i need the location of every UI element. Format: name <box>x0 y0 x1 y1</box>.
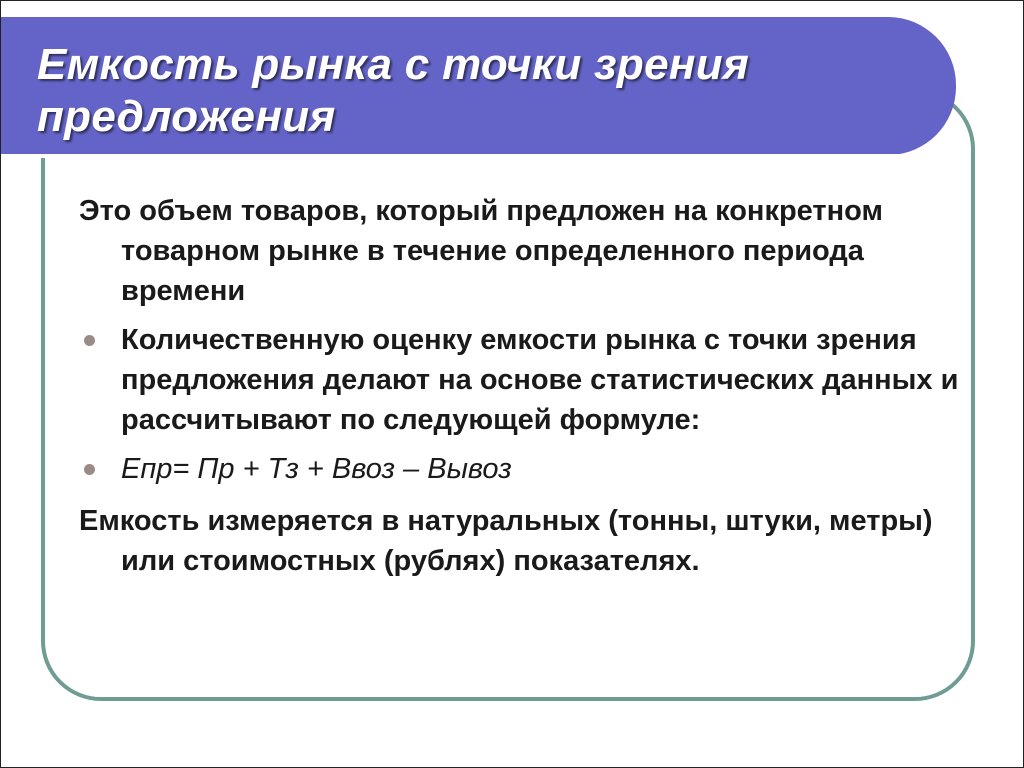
slide-title: Емкость рынка с точки зрения предложения <box>37 40 750 141</box>
definition-paragraph: Это объем товаров, который предложен на конкретном товарном рынке в течение определенного периода времени <box>79 195 883 307</box>
bullet-item <box>79 320 959 440</box>
title-bar <box>1 17 956 155</box>
title-underline <box>1 154 906 158</box>
slide-body <box>79 191 959 590</box>
measurement-paragraph: Емкость измеряется в натуральных (тонны, штуки, метры) или стоимостных (рублях) показателях. <box>79 505 933 577</box>
bullet-dot-icon <box>84 335 95 346</box>
bullet-dot-icon <box>84 464 95 475</box>
formula-bullet-item <box>79 449 959 489</box>
bullet-text: Количественную оценку емкости рынка с точки зрения предложения делают на основе статистических данных и рассчитывают по следующей формуле: <box>121 324 959 436</box>
formula-text: Епр= Пр + Тз + Ввоз – Вывоз <box>121 453 512 485</box>
